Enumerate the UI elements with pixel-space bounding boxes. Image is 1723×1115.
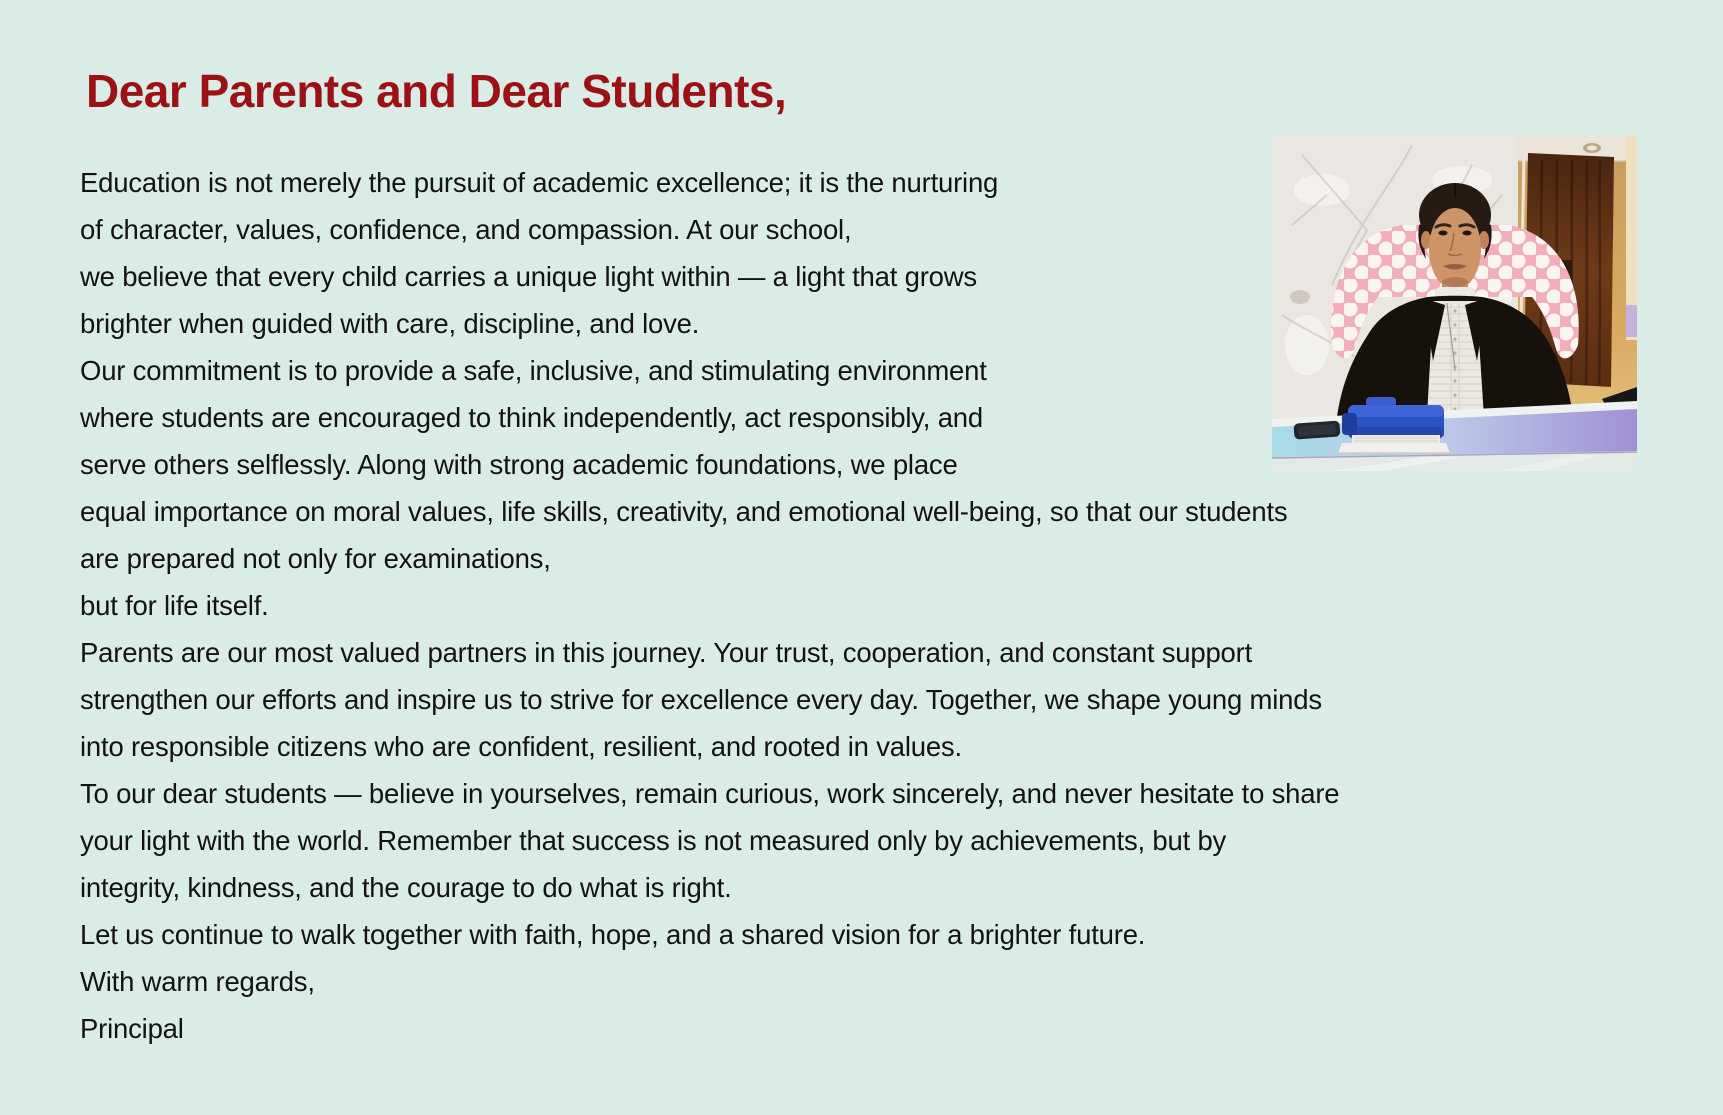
message-line: To our dear students — believe in yourselves, remain curious, work sincerely, and never hesitate to share (80, 778, 1340, 809)
message-line: Parents are our most valued partners in this journey. Your trust, cooperation, and constant support (80, 637, 1253, 668)
message-line: brighter when guided with care, discipline, and love. (80, 308, 700, 339)
principal-message (80, 159, 1339, 1052)
principal-photo (1272, 135, 1637, 471)
message-line: equal importance on moral values, life skills, creativity, and emotional well-being, so that our students (80, 496, 1288, 527)
message-line: Our commitment is to provide a safe, inclusive, and stimulating environment (80, 355, 987, 386)
page-title: Dear Parents and Dear Students, (86, 65, 787, 117)
message-line: With warm regards, (80, 966, 315, 997)
phone (1293, 420, 1340, 439)
message-line: Let us continue to walk together with faith, hope, and a shared vision for a brighter future. (80, 919, 1146, 950)
message-line: into responsible citizens who are confident, resilient, and rooted in values. (80, 731, 962, 762)
message-line: your light with the world. Remember that success is not measured only by achievements, but by (80, 825, 1227, 856)
message-line: serve others selflessly. Along with strong academic foundations, we place (80, 449, 958, 480)
message-line: integrity, kindness, and the courage to do what is right. (80, 872, 732, 903)
message-line: where students are encouraged to think independently, act responsibly, and (80, 402, 983, 433)
message-line: are prepared not only for examinations, (80, 543, 551, 574)
message-line: strengthen our efforts and inspire us to strive for excellence every day. Together, we shape young minds (80, 684, 1322, 715)
principal-portrait-illustration (1272, 135, 1637, 471)
message-line: but for life itself. (80, 590, 269, 621)
message-line: Principal (80, 1013, 184, 1044)
message-line: Education is not merely the pursuit of academic excellence; it is the nurturing (80, 167, 999, 198)
blue-diary (1338, 397, 1450, 453)
message-line: we believe that every child carries a unique light within — a light that grows (80, 261, 977, 292)
message-line: of character, values, confidence, and compassion. At our school, (80, 214, 852, 245)
